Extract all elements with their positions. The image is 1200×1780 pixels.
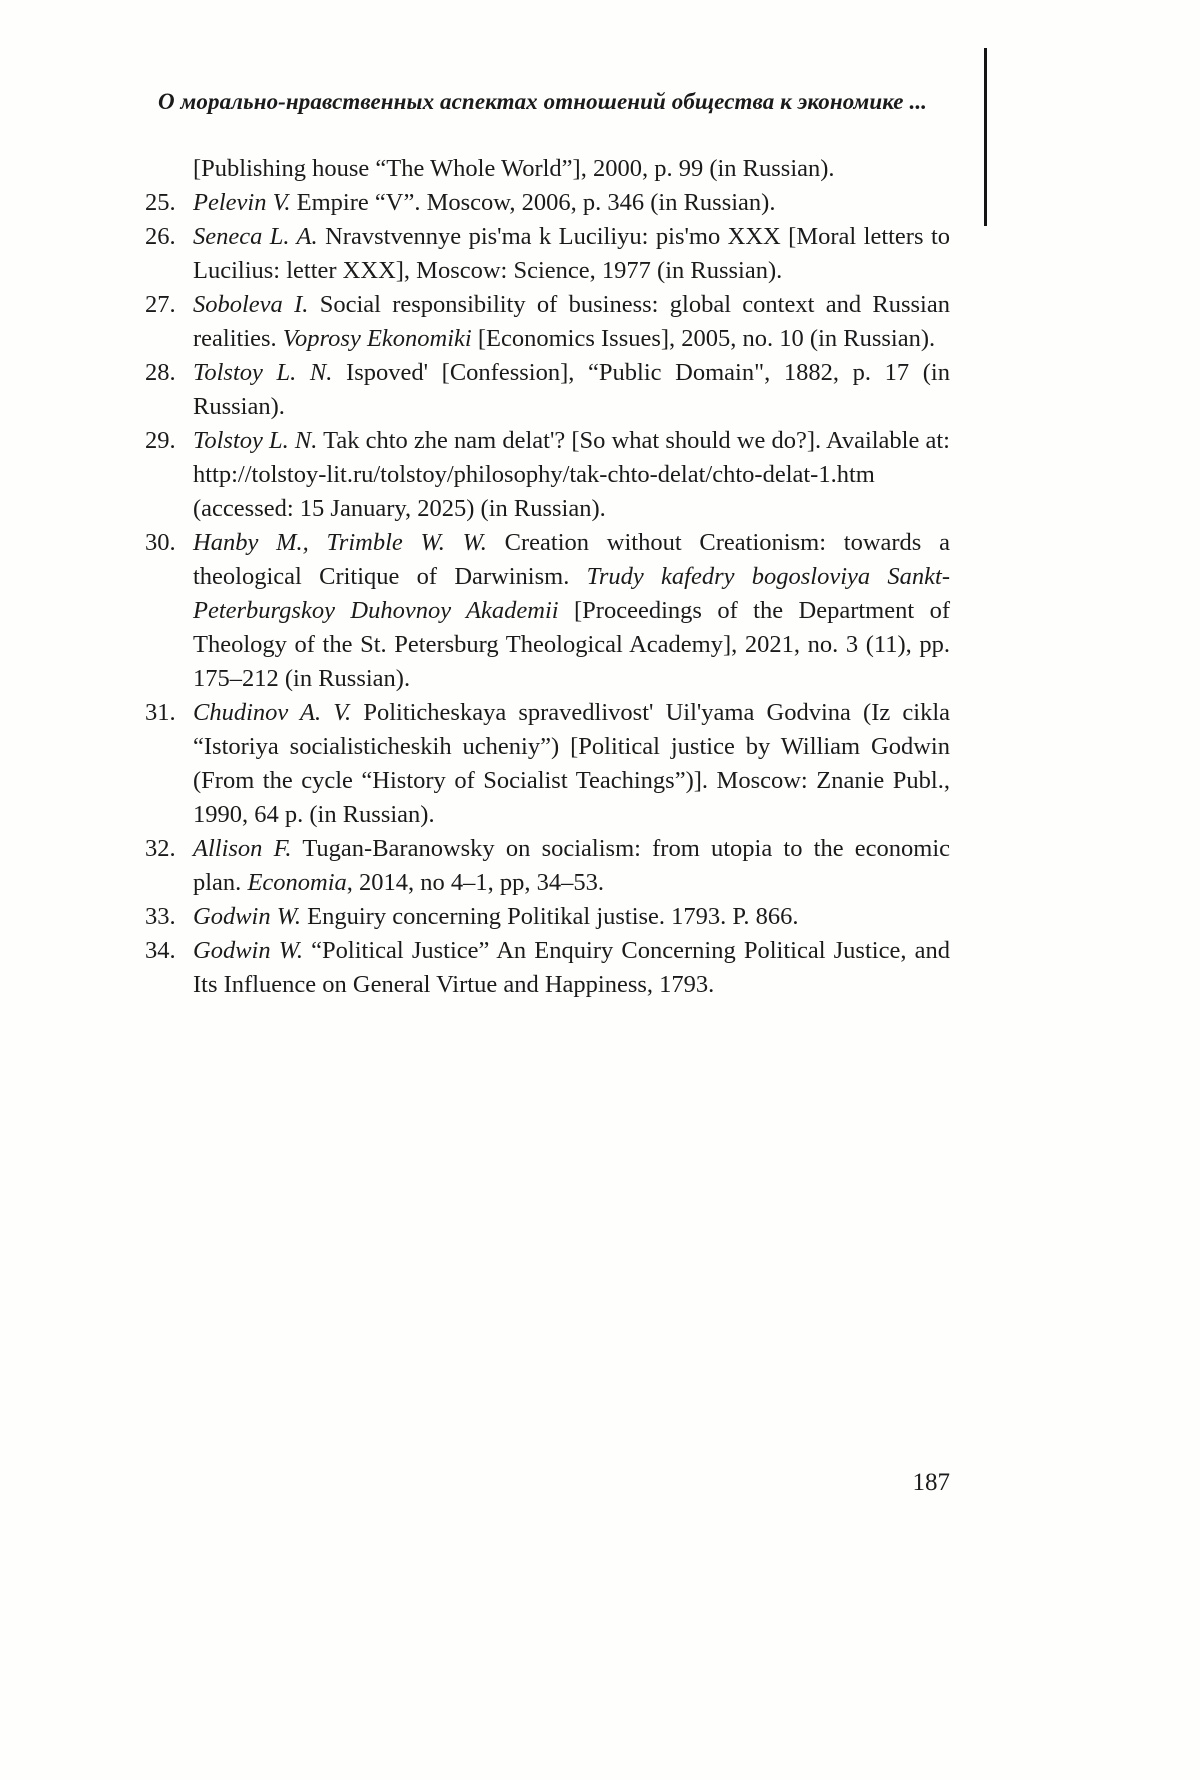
references-list <box>135 152 950 1002</box>
reference-text: Politicheskaya spravedlivost' Uil'yama Godvina (Iz cikla “Istoriya socialisticheskih ucheniy”) [Political justice by William Godwin (From the cycle “History of Socialist Teachings”)]. Moscow: Znanie Publ., 1990, 64 p. (in Russian). <box>193 699 950 828</box>
reference-item <box>135 356 950 424</box>
reference-text: Enguiry concerning Politikal justise. 1793. P. 866. <box>301 903 799 930</box>
reference-emphasis: Voprosy Ekonomiki <box>282 325 472 352</box>
reference-emphasis: Tolstoy L. N. <box>193 427 318 454</box>
running-header: О морально-нравственных аспектах отношений общества к экономике ... <box>157 89 928 114</box>
reference-text: , 2014, no 4–1, pp, 34–53. <box>346 869 605 896</box>
reference-number: 29. <box>145 427 176 454</box>
reference-number: 25. <box>145 189 176 216</box>
reference-emphasis: Godwin W. <box>193 903 302 930</box>
reference-item <box>135 696 950 832</box>
page-number: 187 <box>912 1469 950 1496</box>
reference-text: Tak chto zhe nam delat'? [So what should we do?]. Available at: http://tolstoy-lit.ru/tolstoy/philosophy/tak-chto-delat/chto-delat-1.htm (accessed: 15 January, 2025) (in Russian). <box>193 427 950 522</box>
reference-item <box>135 526 950 696</box>
reference-number: 26. <box>145 223 176 250</box>
reference-emphasis: Economia <box>247 869 347 896</box>
reference-text: “Political Justice” An Enquiry Concerning Political Justice, and Its Influence on General Virtue and Happiness, 1793. <box>193 937 950 998</box>
reference-item <box>135 900 950 934</box>
reference-number: 30. <box>145 529 176 556</box>
reference-number: 28. <box>145 359 176 386</box>
reference-emphasis: Trudy kafedry bogosloviya Sankt-Peterburgskoy Duhovnoy Akademii <box>193 563 950 624</box>
reference-text: Empire “V”. Moscow, 2006, p. 346 (in Russian). <box>290 189 776 216</box>
reference-text: Creation without Creationism: towards a theological Critique of Darwinism. <box>193 529 950 590</box>
text-block <box>135 88 950 1002</box>
reference-text: Social responsibility of business: global context and Russian realities. <box>193 291 950 352</box>
reference-item <box>135 186 950 220</box>
reference-emphasis: Hanby M., Trimble W. W. <box>193 529 487 556</box>
reference-text: Tugan-Baranowsky on socialism: from utopia to the economic plan. <box>193 835 951 896</box>
reference-emphasis: Pelevin V. <box>193 189 291 216</box>
margin-change-bar <box>984 48 987 226</box>
reference-item <box>135 220 950 288</box>
reference-number: 34. <box>145 937 176 964</box>
reference-emphasis: Chudinov A. V. <box>193 699 352 726</box>
reference-emphasis: Allison F. <box>193 835 292 862</box>
reference-item <box>135 288 950 356</box>
reference-item <box>135 424 950 526</box>
reference-text: Nravstvennye pis'ma k Luciliyu: pis'mo XXX [Moral letters to Lucilius: letter XXX], Moscow: Science, 1977 (in Russian). <box>193 223 950 284</box>
reference-emphasis: Soboleva I. <box>193 291 309 318</box>
reference-item <box>135 832 950 900</box>
reference-emphasis: Seneca L. A. <box>193 223 318 250</box>
reference-text: [Proceedings of the Department of Theology of the St. Petersburg Theological Academy], 2021, no. 3 (11), pp. 175–212 (in Russian). <box>193 597 950 692</box>
reference-number: 27. <box>145 291 176 318</box>
reference-number: 32. <box>145 835 176 862</box>
reference-text: [Economics Issues], 2005, no. 10 (in Russian). <box>471 325 936 352</box>
reference-number: 31. <box>145 699 176 726</box>
reference-item <box>135 152 950 186</box>
reference-emphasis: Godwin W. <box>193 937 304 964</box>
reference-item <box>135 934 950 1002</box>
reference-emphasis: Tolstoy L. N. <box>193 359 333 386</box>
reference-text: Ispoved' [Confession], “Public Domain", 1882, p. 17 (in Russian). <box>193 359 950 420</box>
reference-text: [Publishing house “The Whole World”], 2000, p. 99 (in Russian). <box>193 155 835 182</box>
reference-number: 33. <box>145 903 176 930</box>
